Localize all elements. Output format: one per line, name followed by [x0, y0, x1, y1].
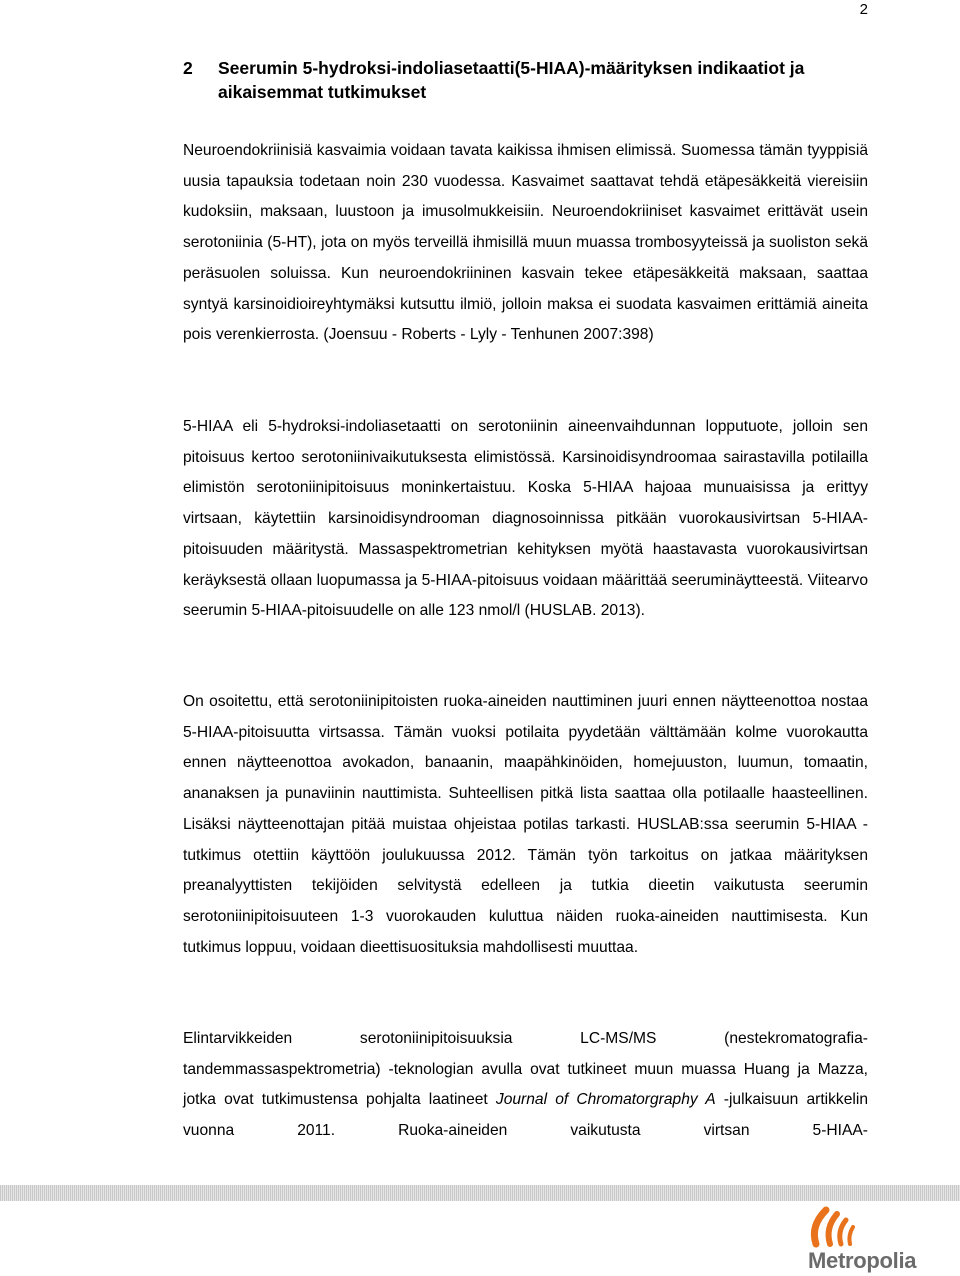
section-title: Seerumin 5-hydroksi-indoliasetaatti(5-HIAA)-määrityksen indikaatiot ja aikaisemmat tutkimukset: [218, 58, 805, 102]
journal-title: Journal of Chromatorgraphy A: [495, 1091, 716, 1109]
paragraph-neuroendocrine-tumors: Neuroendokriinisiä kasvaimia voidaan tavata kaikissa ihmisen elimissä. Suomessa tämän tyyppisiä uusia tapauksia todetaan noin 230 vuodessa. Kasvaimet saattavat tehdä etäpesäkkeitä viereisiin kudoksiin, maksaan, luustoon ja imusolmukkeisiin. Neuroendokriiniset kasvaimet erittävät usein serotoniinia (5-HT), jota on myös terveillä ihmisillä muun muassa trombosyyteissä ja suoliston sekä peräsuolen soluissa. Kun neuroendokriininen kasvain tekee etäpesäkkeitä maksaan, saattaa syntyä karsinoidioireyhtymäksi kutsuttu ilmiö, jolloin maksa ei suodata kasvaimen erittämiä aineita pois verenkierrosta. (Joensuu - Roberts - Lyly - Tenhunen 2007:398): [183, 142, 868, 344]
paragraph-text-start: Elintarvikkeiden serotoniinipitoisuuksia LC-MS/MS (nestekromatografia-tandemmassaspektrometria) -teknologian avulla ovat tutkineet muun muassa Huang ja Mazza, jotka ovat tutkimustensa pohjalta laatineet: [183, 1030, 868, 1109]
section-number: 2: [183, 58, 193, 78]
paragraph-text-end: -julkaisuun artikkelin vuonna 2011. Ruoka-aineiden vaikutusta virtsan 5-HIAA-: [183, 1091, 868, 1140]
paragraph-lc-ms-studies: [183, 1024, 868, 1147]
logo-text: Metropolia: [808, 1248, 917, 1273]
paragraph-diet-effect: On osoitettu, että serotoniinipitoisten ruoka-aineiden nauttiminen juuri ennen näytteenottoa nostaa 5-HIAA-pitoisuutta virtsassa. Tämän vuoksi potilaita pyydetään välttämään kolme vuorokautta ennen näytteenottoa avokadon, banaanin, maapähkinöiden, homejuuston, luumun, tomaatin, ananaksen ja punaviinin nauttimista. Suhteellisen pitkä lista saattaa olla potilaalle haasteellinen. Lisäksi näytteenottajan pitää muistaa ohjeistaa potilas tarkasti. HUSLAB:ssa seerumin 5-HIAA -tutkimus otettiin käyttöön joulukuussa 2012. Tämän työn tarkoitus on jatkaa määrityksen preanalyyttisten tekijöiden selvitystä edelleen ja tutkia dieetin vaikutusta seerumin serotoniinipitoisuuteen 1-3 vuorokauden kuluttua näiden ruoka-aineiden nauttimisesta. Kun tutkimus loppuu, voidaan dieettisuosituksia mahdollisesti muuttaa.: [183, 693, 868, 956]
page-number: 2: [859, 1, 868, 18]
section-heading: [183, 56, 883, 104]
footer-bar: [0, 1185, 960, 1201]
paragraph-5-hiaa: 5-HIAA eli 5-hydroksi-indoliasetaatti on serotoniinin aineenvaihdunnan lopputuote, jolloin sen pitoisuus kertoo serotoniinivaikutuksesta elimistössä. Karsinoidisyndroomaa sairastavilla potilailla elimistön serotoniinipitoisuus moninkertaistuu. Koska 5-HIAA hajoaa munuaisissa ja erittyy virtsaan, käytettiin karsinoidisyndrooman diagnosoinnissa pitkään vuorokausivirtsan 5-HIAA-pitoisuuden määritystä. Massaspektrometrian kehityksen myötä haastavasta vuorokausivirtsan keräyksestä ollaan luopumassa ja 5-HIAA-pitoisuus voidaan määrittää seeruminäytteestä. Viitearvo seerumin 5-HIAA-pitoisuudelle on alle 123 nmol/l (HUSLAB. 2013).: [183, 418, 868, 620]
